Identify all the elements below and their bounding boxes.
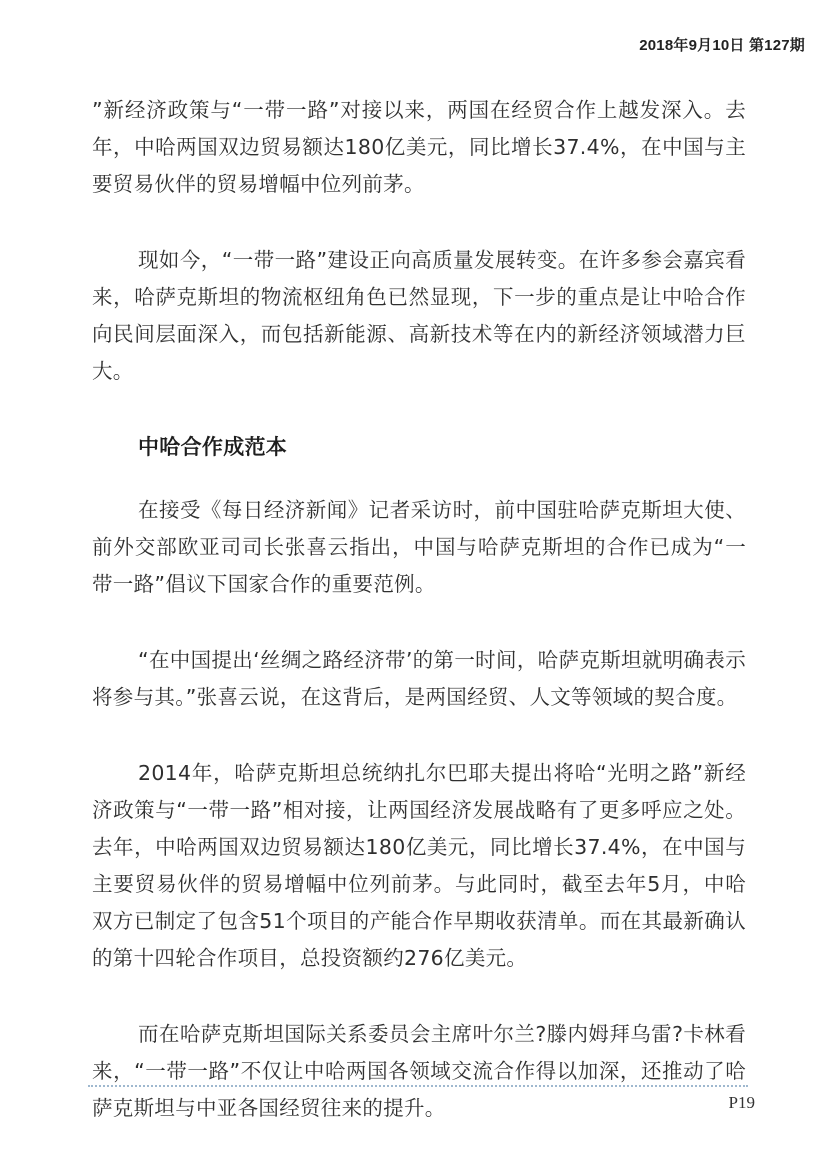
issue-date: 2018年9月10日 第127期 <box>639 37 805 54</box>
footer-divider <box>88 1085 748 1087</box>
article-paragraph: 而在哈萨克斯坦国际关系委员会主席叶尔兰?滕内姆拜乌雷?卡林看来，“一带一路”不仅让中哈两国各领域交流合作得以加深，还推动了哈萨克斯坦与中亚各国经贸往来的提升。 <box>92 1022 746 1120</box>
article-paragraph: 现如今，“一带一路”建设正向高质量发展转变。在许多参会嘉宾看来，哈萨克斯坦的物流枢纽角色已然显现，下一步的重点是让中哈合作向民间层面深入，而包括新能源、高新技术等在内的新经济领域潜力巨大。 <box>92 248 746 383</box>
section-heading: 中哈合作成范本 <box>138 435 288 459</box>
article-paragraph: 在接受《每日经济新闻》记者采访时，前中国驻哈萨克斯坦大使、前外交部欧亚司司长张喜云指出，中国与哈萨克斯坦的合作已成为“一带一路”倡议下国家合作的重要范例。 <box>92 498 746 596</box>
page-number: P19 <box>728 1093 755 1112</box>
article-paragraph: “在中国提出‘丝绸之路经济带’的第一时间，哈萨克斯坦就明确表示将参与其。”张喜云说，在这背后，是两国经贸、人文等领域的契合度。 <box>92 648 746 709</box>
article-body <box>92 92 746 1166</box>
article-paragraph: 2014年，哈萨克斯坦总统纳扎尔巴耶夫提出将哈“光明之路”新经济政策与“一带一路”相对接，让两国经济发展战略有了更多呼应之处。去年，中哈两国双边贸易额达180亿美元，同比增长37.4%，在中国与主要贸易伙伴的贸易增幅中位列前茅。与此同时，截至去年5月，中哈双方已制定了包含51个项目的产能合作早期收获清单。而在其最新确认的第十四轮合作项目，总投资额约276亿美元。 <box>92 761 746 970</box>
article-paragraph: ”新经济政策与“一带一路”对接以来，两国在经贸合作上越发深入。去年，中哈两国双边贸易额达180亿美元，同比增长37.4%，在中国与主要贸易伙伴的贸易增幅中位列前茅。 <box>92 98 746 196</box>
